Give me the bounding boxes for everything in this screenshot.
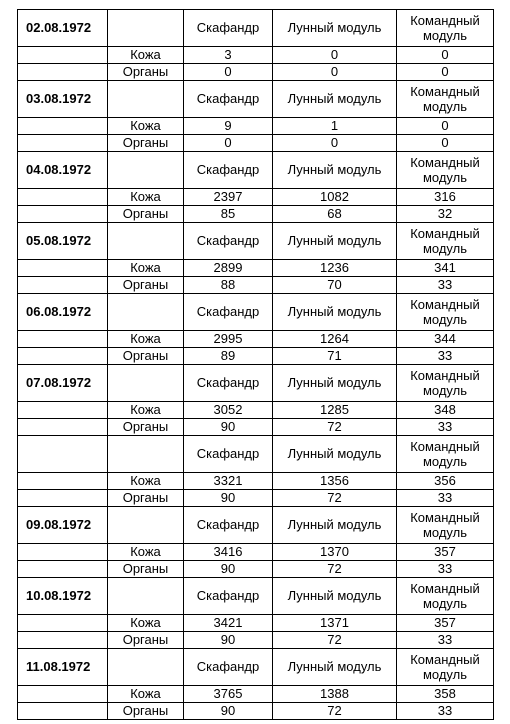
command-module-column-header: Командный модуль [397, 436, 494, 473]
empty-date-cell [18, 47, 108, 64]
suit-value: 3421 [184, 615, 273, 632]
suit-column-header: Скафандр [184, 436, 273, 473]
lunar-module-value: 1 [273, 118, 397, 135]
empty-date-cell [18, 419, 108, 436]
suit-value: 88 [184, 277, 273, 294]
lunar-module-column-header: Лунный модуль [273, 365, 397, 402]
organs-row [18, 348, 494, 365]
row-label: Органы [108, 64, 184, 81]
suit-column-header: Скафандр [184, 365, 273, 402]
suit-column-header: Скафандр [184, 294, 273, 331]
lunar-module-value: 71 [273, 348, 397, 365]
skin-row [18, 473, 494, 490]
command-module-value: 33 [397, 703, 494, 720]
empty-label-cell [108, 436, 184, 473]
empty-date-cell [18, 331, 108, 348]
date-cell: 05.08.1972 [18, 223, 108, 260]
skin-row [18, 686, 494, 703]
row-label: Кожа [108, 686, 184, 703]
date-cell: 02.08.1972 [18, 10, 108, 47]
empty-date-cell [18, 473, 108, 490]
lunar-module-value: 0 [273, 135, 397, 152]
lunar-module-value: 72 [273, 703, 397, 720]
skin-row [18, 118, 494, 135]
lunar-module-value: 72 [273, 561, 397, 578]
lunar-module-value: 1370 [273, 544, 397, 561]
date-header-row [18, 81, 494, 118]
command-module-value: 341 [397, 260, 494, 277]
row-label: Органы [108, 277, 184, 294]
lunar-module-value: 1236 [273, 260, 397, 277]
suit-column-header: Скафандр [184, 10, 273, 47]
organs-row [18, 703, 494, 720]
command-module-column-header: Командный модуль [397, 365, 494, 402]
row-label: Кожа [108, 544, 184, 561]
lunar-module-value: 1264 [273, 331, 397, 348]
lunar-module-value: 1371 [273, 615, 397, 632]
suit-value: 90 [184, 490, 273, 507]
suit-value: 90 [184, 632, 273, 649]
suit-value: 2397 [184, 189, 273, 206]
date-header-row [18, 223, 494, 260]
row-label: Кожа [108, 47, 184, 64]
skin-row [18, 544, 494, 561]
radiation-dose-table [17, 9, 494, 720]
lunar-module-value: 68 [273, 206, 397, 223]
empty-label-cell [108, 10, 184, 47]
lunar-module-column-header: Лунный модуль [273, 223, 397, 260]
command-module-value: 33 [397, 632, 494, 649]
command-module-value: 0 [397, 47, 494, 64]
empty-date-cell [18, 277, 108, 294]
date-header-row [18, 436, 494, 473]
lunar-module-value: 0 [273, 47, 397, 64]
lunar-module-column-header: Лунный модуль [273, 152, 397, 189]
row-label: Кожа [108, 331, 184, 348]
command-module-value: 0 [397, 118, 494, 135]
empty-date-cell [18, 686, 108, 703]
row-label: Органы [108, 348, 184, 365]
date-header-row [18, 294, 494, 331]
empty-date-cell [18, 260, 108, 277]
lunar-module-column-header: Лунный модуль [273, 81, 397, 118]
empty-label-cell [108, 578, 184, 615]
suit-value: 3052 [184, 402, 273, 419]
suit-column-header: Скафандр [184, 507, 273, 544]
lunar-module-value: 0 [273, 64, 397, 81]
row-label: Кожа [108, 615, 184, 632]
lunar-module-value: 1285 [273, 402, 397, 419]
skin-row [18, 331, 494, 348]
lunar-module-value: 1082 [273, 189, 397, 206]
empty-date-cell [18, 490, 108, 507]
organs-row [18, 135, 494, 152]
suit-value: 3765 [184, 686, 273, 703]
empty-label-cell [108, 152, 184, 189]
command-module-value: 348 [397, 402, 494, 419]
date-cell: 04.08.1972 [18, 152, 108, 189]
row-label: Кожа [108, 189, 184, 206]
command-module-value: 33 [397, 561, 494, 578]
row-label: Органы [108, 419, 184, 436]
row-label: Органы [108, 561, 184, 578]
command-module-column-header: Командный модуль [397, 10, 494, 47]
suit-column-header: Скафандр [184, 223, 273, 260]
organs-row [18, 64, 494, 81]
suit-value: 3321 [184, 473, 273, 490]
date-header-row [18, 152, 494, 189]
row-label: Кожа [108, 402, 184, 419]
organs-row [18, 277, 494, 294]
suit-value: 0 [184, 64, 273, 81]
command-module-value: 33 [397, 277, 494, 294]
suit-value: 2995 [184, 331, 273, 348]
skin-row [18, 47, 494, 64]
lunar-module-column-header: Лунный модуль [273, 649, 397, 686]
command-module-column-header: Командный модуль [397, 294, 494, 331]
command-module-value: 33 [397, 490, 494, 507]
empty-label-cell [108, 365, 184, 402]
lunar-module-column-header: Лунный модуль [273, 10, 397, 47]
date-header-row [18, 365, 494, 402]
empty-date-cell [18, 703, 108, 720]
command-module-column-header: Командный модуль [397, 578, 494, 615]
organs-row [18, 632, 494, 649]
date-header-row [18, 10, 494, 47]
skin-row [18, 260, 494, 277]
date-cell: 11.08.1972 [18, 649, 108, 686]
row-label: Органы [108, 490, 184, 507]
empty-date-cell [18, 189, 108, 206]
date-cell: 06.08.1972 [18, 294, 108, 331]
skin-row [18, 615, 494, 632]
organs-row [18, 419, 494, 436]
row-label: Кожа [108, 260, 184, 277]
command-module-value: 357 [397, 615, 494, 632]
lunar-module-value: 72 [273, 632, 397, 649]
command-module-value: 357 [397, 544, 494, 561]
row-label: Органы [108, 135, 184, 152]
command-module-value: 0 [397, 64, 494, 81]
organs-row [18, 490, 494, 507]
suit-value: 0 [184, 135, 273, 152]
empty-date-cell [18, 561, 108, 578]
lunar-module-column-header: Лунный модуль [273, 578, 397, 615]
date-cell: 07.08.1972 [18, 365, 108, 402]
suit-value: 9 [184, 118, 273, 135]
suit-value: 85 [184, 206, 273, 223]
lunar-module-value: 70 [273, 277, 397, 294]
empty-date-cell [18, 632, 108, 649]
skin-row [18, 189, 494, 206]
suit-value: 89 [184, 348, 273, 365]
row-label: Органы [108, 703, 184, 720]
lunar-module-column-header: Лунный модуль [273, 294, 397, 331]
command-module-column-header: Командный модуль [397, 152, 494, 189]
suit-value: 90 [184, 419, 273, 436]
suit-value: 2899 [184, 260, 273, 277]
lunar-module-value: 1388 [273, 686, 397, 703]
command-module-value: 0 [397, 135, 494, 152]
suit-column-header: Скафандр [184, 152, 273, 189]
command-module-column-header: Командный модуль [397, 507, 494, 544]
suit-value: 3416 [184, 544, 273, 561]
command-module-value: 316 [397, 189, 494, 206]
row-label: Кожа [108, 473, 184, 490]
date-cell [18, 436, 108, 473]
empty-date-cell [18, 544, 108, 561]
organs-row [18, 561, 494, 578]
command-module-column-header: Командный модуль [397, 649, 494, 686]
empty-date-cell [18, 118, 108, 135]
dose-table-body [18, 10, 494, 720]
empty-label-cell [108, 81, 184, 118]
empty-date-cell [18, 615, 108, 632]
empty-date-cell [18, 206, 108, 223]
row-label: Органы [108, 632, 184, 649]
lunar-module-value: 1356 [273, 473, 397, 490]
lunar-module-column-header: Лунный модуль [273, 436, 397, 473]
organs-row [18, 206, 494, 223]
command-module-value: 33 [397, 348, 494, 365]
command-module-value: 358 [397, 686, 494, 703]
empty-label-cell [108, 223, 184, 260]
empty-label-cell [108, 649, 184, 686]
empty-date-cell [18, 64, 108, 81]
command-module-value: 344 [397, 331, 494, 348]
row-label: Кожа [108, 118, 184, 135]
date-header-row [18, 578, 494, 615]
empty-date-cell [18, 402, 108, 419]
date-cell: 03.08.1972 [18, 81, 108, 118]
date-cell: 10.08.1972 [18, 578, 108, 615]
skin-row [18, 402, 494, 419]
command-module-value: 33 [397, 419, 494, 436]
lunar-module-column-header: Лунный модуль [273, 507, 397, 544]
command-module-column-header: Командный модуль [397, 81, 494, 118]
suit-column-header: Скафандр [184, 578, 273, 615]
empty-label-cell [108, 294, 184, 331]
date-header-row [18, 507, 494, 544]
suit-column-header: Скафандр [184, 649, 273, 686]
command-module-value: 32 [397, 206, 494, 223]
date-header-row [18, 649, 494, 686]
command-module-column-header: Командный модуль [397, 223, 494, 260]
lunar-module-value: 72 [273, 419, 397, 436]
row-label: Органы [108, 206, 184, 223]
empty-date-cell [18, 135, 108, 152]
suit-value: 3 [184, 47, 273, 64]
suit-value: 90 [184, 703, 273, 720]
lunar-module-value: 72 [273, 490, 397, 507]
date-cell: 09.08.1972 [18, 507, 108, 544]
empty-date-cell [18, 348, 108, 365]
command-module-value: 356 [397, 473, 494, 490]
empty-label-cell [108, 507, 184, 544]
suit-value: 90 [184, 561, 273, 578]
suit-column-header: Скафандр [184, 81, 273, 118]
